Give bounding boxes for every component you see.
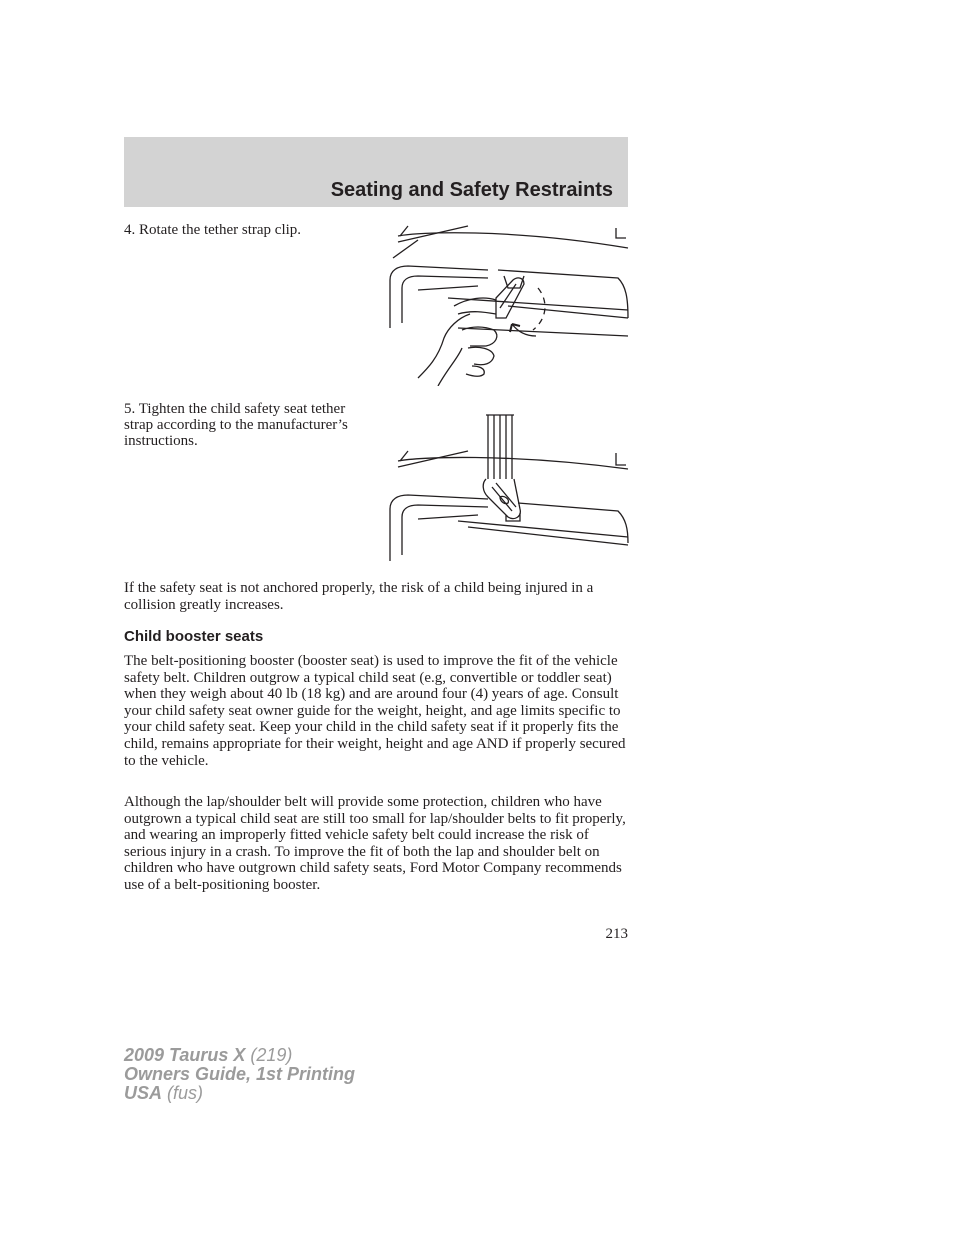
booster-recommendation-paragraph: Although the lap/shoulder belt will provide some protection, children who have outgrown a typical child seat are still too small for lap/shoulder belts to fit properly, and wearing an improperly fitted vehicle safety belt could increase the risk of serious injury in a crash. To improve the fit of both the lap and shoulder belt on children who have outgrown child safety seats, Ford Motor Company recommends use of a belt-positioning booster.	[124, 794, 626, 893]
page-number: 213	[605, 926, 628, 942]
anchor-warning-paragraph: If the safety seat is not anchored properly, the risk of a child being injured in a collision greatly increases.	[124, 580, 594, 613]
step-rotate-clip: 4. Rotate the tether strap clip.	[124, 222, 302, 238]
footer-model-code: (219)	[245, 1045, 293, 1065]
booster-intro-paragraph: The belt-positioning booster (booster seat) is used to improve the fit of the vehicle safety belt. Children outgrow a typical child seat (e.g, convertible or toddler seat) when they weigh about 40 lb (18 kg) and are around four (4) years of age. Consult your child safety seat owner guide for the weight, height, and age limits specific to your child safety seat. Keep your child in the child safety seat if it properly fits the child, remains appropriate for their weight, height and age AND if properly secured to the vehicle.	[124, 653, 626, 769]
section-header-band	[124, 137, 628, 207]
section-title: Seating and Safety Restraints	[330, 179, 613, 201]
footer-market: USA	[124, 1083, 163, 1103]
footer-printing-line: Owners Guide, 1st Printing	[124, 1064, 356, 1084]
rotate-tether-clip-illustration	[388, 218, 630, 386]
footer-market-code: (fus)	[162, 1083, 204, 1103]
footer-model-line	[124, 1046, 355, 1065]
document-footer	[124, 1046, 355, 1103]
tighten-tether-strap-illustration	[388, 413, 630, 563]
footer-market-line	[124, 1084, 355, 1103]
footer-model: 2009 Taurus X	[124, 1045, 246, 1065]
step-tighten-strap: 5. Tighten the child safety seat tether strap according to the manufacturer’s instructions.	[124, 401, 348, 449]
child-booster-seats-heading: Child booster seats	[124, 628, 264, 645]
